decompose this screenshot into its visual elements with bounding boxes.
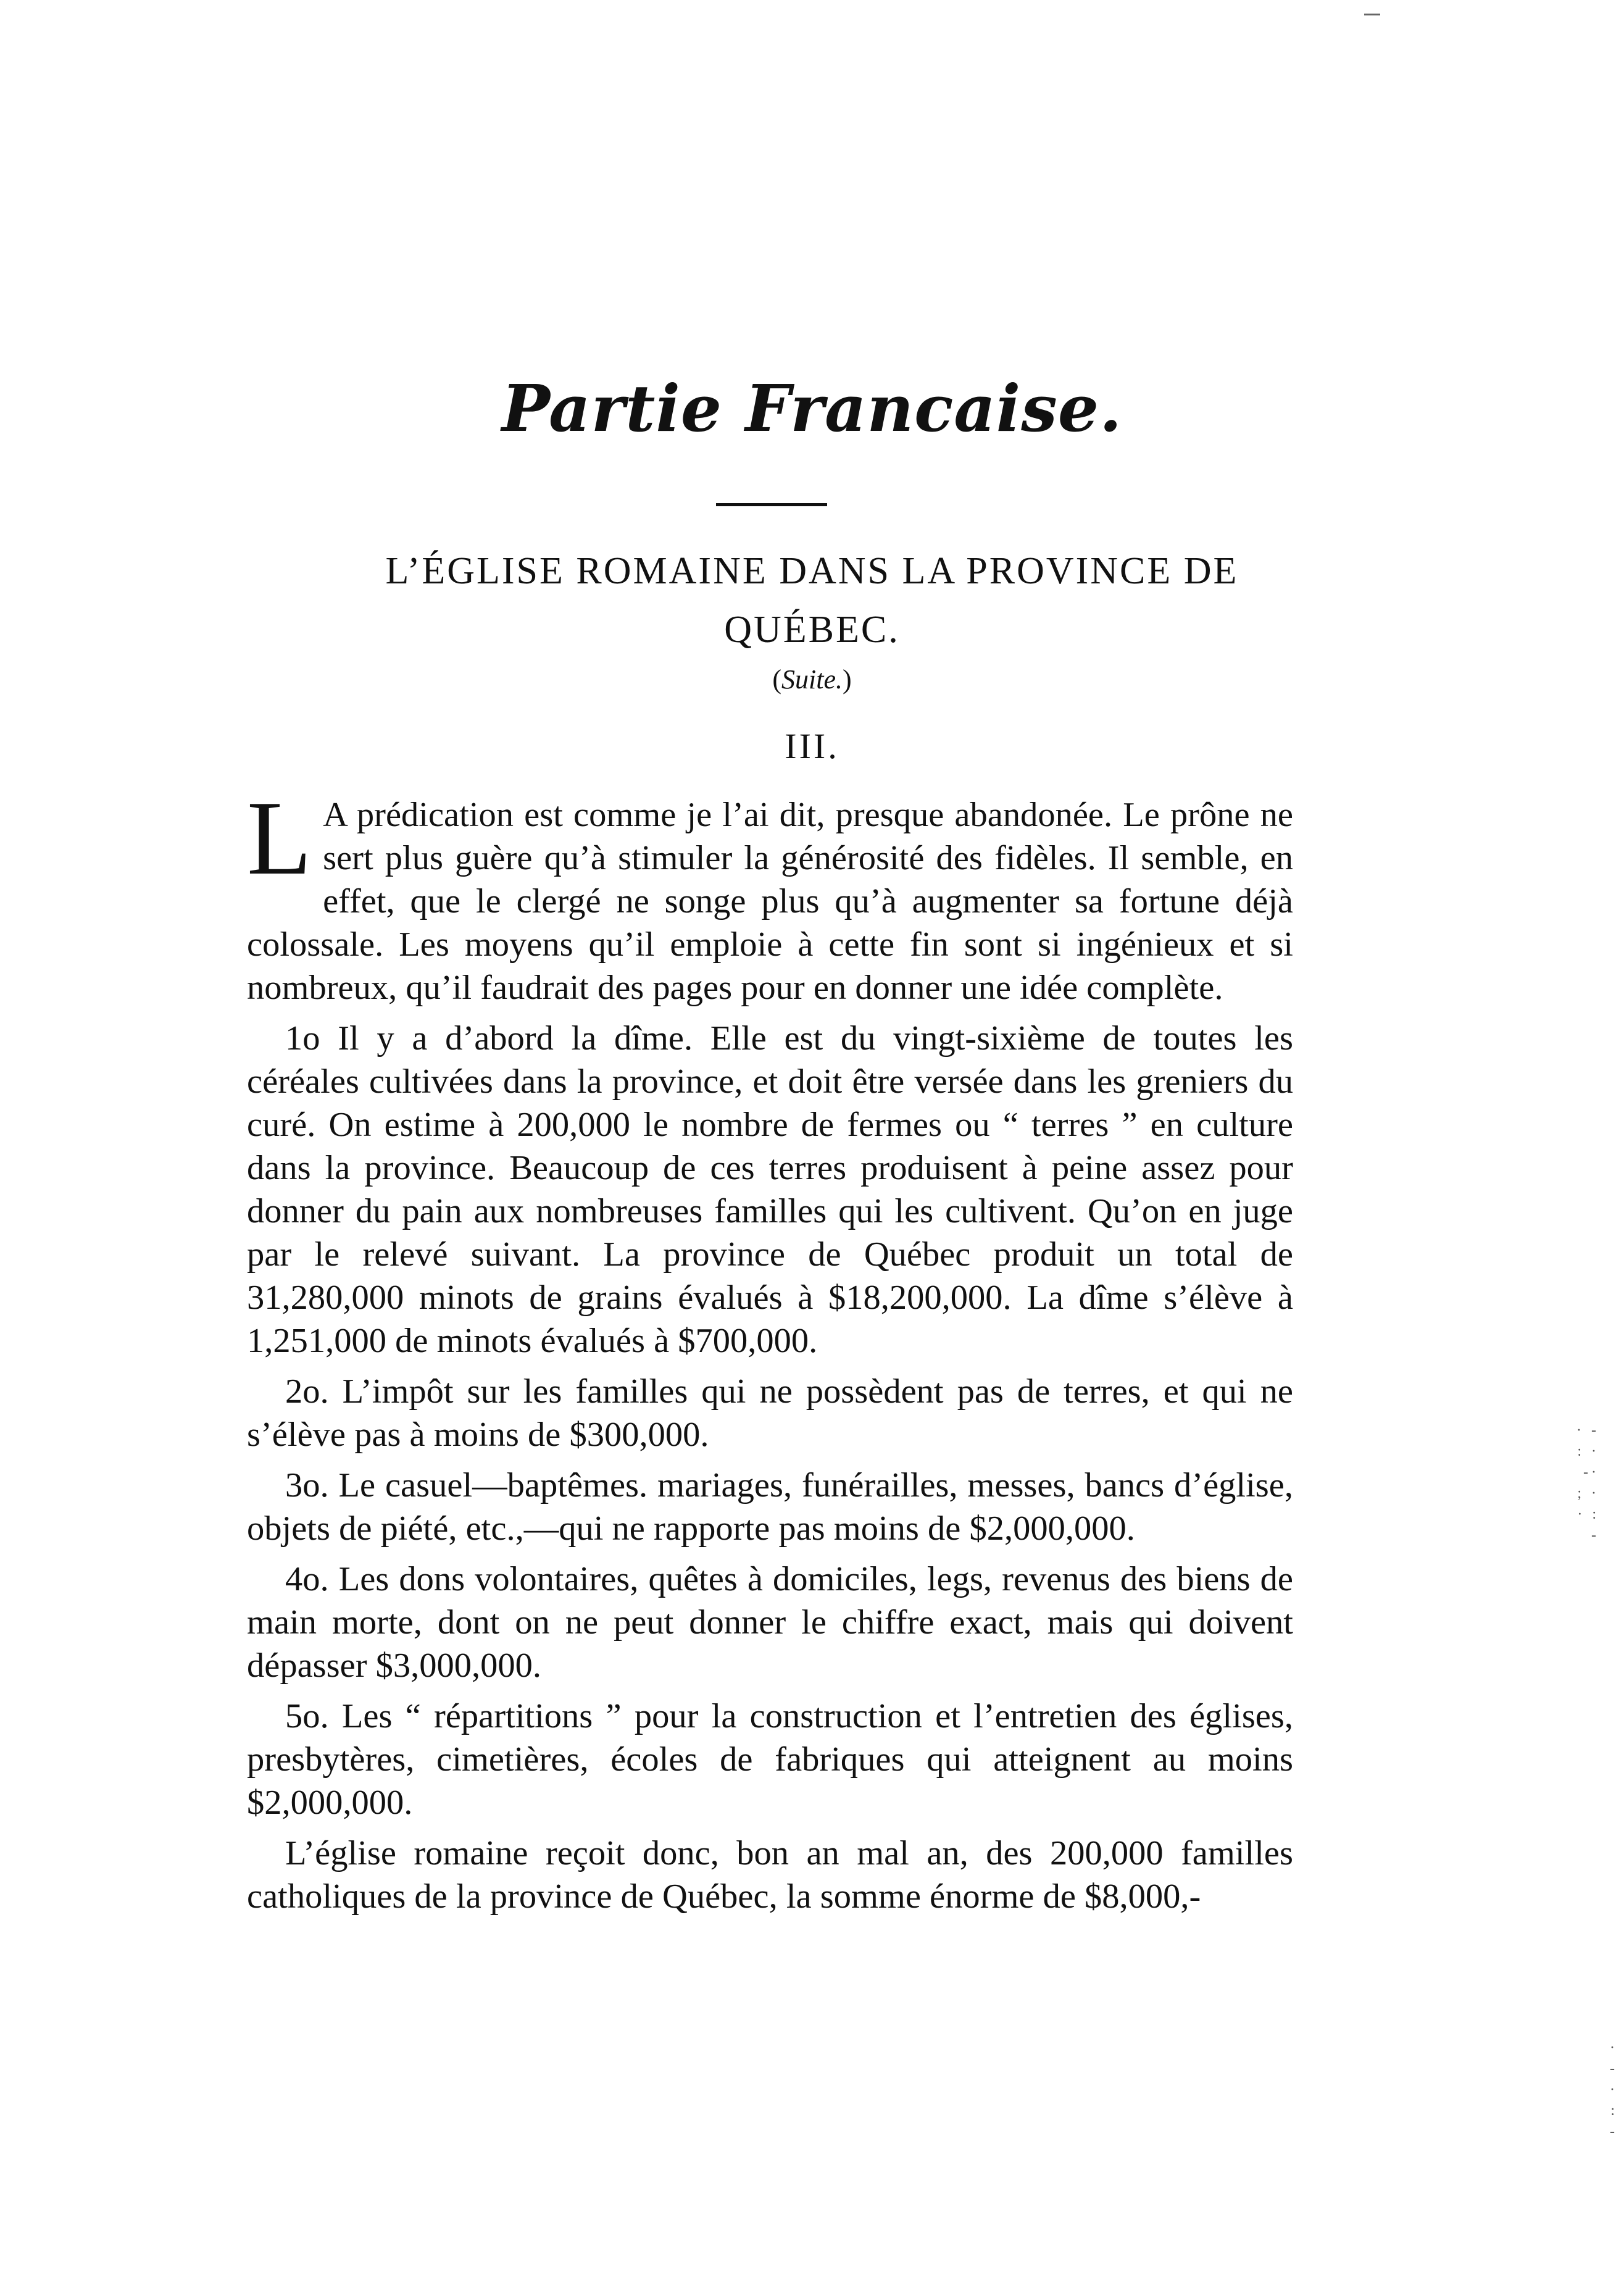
article-title-line-1: L’ÉGLISE ROMAINE DANS LA PROVINCE DE — [385, 550, 1239, 592]
article-title-line-2: QUÉBEC. — [724, 609, 900, 651]
intro-paragraph — [247, 780, 1293, 1009]
article-body — [247, 780, 1293, 1926]
closing-paragraph: L’église romaine reçoit donc, bon an mal an, des 200,000 familles catholiques de la province de Québec, la somme énorme de $8,000,- — [247, 1834, 1293, 1916]
article-subtitle — [0, 664, 1624, 695]
section-header: Partie Francaise. — [501, 370, 1123, 446]
subtitle-open-paren: ( — [772, 664, 781, 695]
intro-text: A prédication est comme je l’ai dit, presque abandonée. Le prône ne sert plus guère qu’à stimuler la générosité des fidèles. Il semble, en effet, que le clergé ne songe plus qu’à augmenter sa fortune déjà colossale. Les moyens qu’il emploie à cette fin sont si ingénieux et si nombreux, qu’il faudrait des pages pour en donner une idée complète. — [247, 796, 1293, 1007]
drop-cap: L — [247, 780, 312, 897]
item-5-paragraph: 5o. Les “ répartitions ” pour la construction et l’entretien des églises, presbytères, cimetières, écoles de fabriques qui atteignent au moins $2,000,000. — [247, 1697, 1293, 1822]
item-1-paragraph: 1o Il y a d’abord la dîme. Elle est du vingt-sixième de toutes les céréales cultivées dans la province, et doit être versée dans les greniers du curé. On estime à 200,000 le nombre de fermes ou “ terres ” en culture dans la province. Beaucoup de ces terres produisent à peine assez pour donner du pain aux nombreuses familles qui les cultivent. Qu’on en juge par le relevé suivant. La province de Québec produit un total de 31,280,000 minots de grains évalués à $18,200,000. La dîme s’élève à 1,251,000 de minots évalués à $700,000. — [247, 1019, 1293, 1360]
subtitle-word: Suite. — [781, 664, 843, 695]
title-rule — [716, 503, 827, 506]
scan-mark — [1364, 14, 1380, 15]
scan-speckle: · - · : - — [1610, 2040, 1618, 2140]
section-number: III. — [785, 726, 839, 766]
subtitle-close-paren: ) — [842, 664, 852, 695]
item-3-paragraph: 3o. Le casuel—baptêmes. mariages, funérailles, messes, bancs d’église, objets de piété, etc.,—qui ne rapporte pas moins de $2,000,000. — [247, 1466, 1293, 1548]
item-2-paragraph: 2o. L’impôt sur les familles qui ne possèdent pas de terres, et qui ne s’élève pas à moins de $300,000. — [247, 1372, 1293, 1454]
item-4-paragraph: 4o. Les dons volontaires, quêtes à domiciles, legs, revenus des biens de main morte, dont on ne peut donner le chiffre exact, mais qui doivent dépasser $3,000,000. — [247, 1560, 1293, 1685]
scan-speckle: · - : · -· ; · · : - — [1576, 1422, 1599, 1543]
